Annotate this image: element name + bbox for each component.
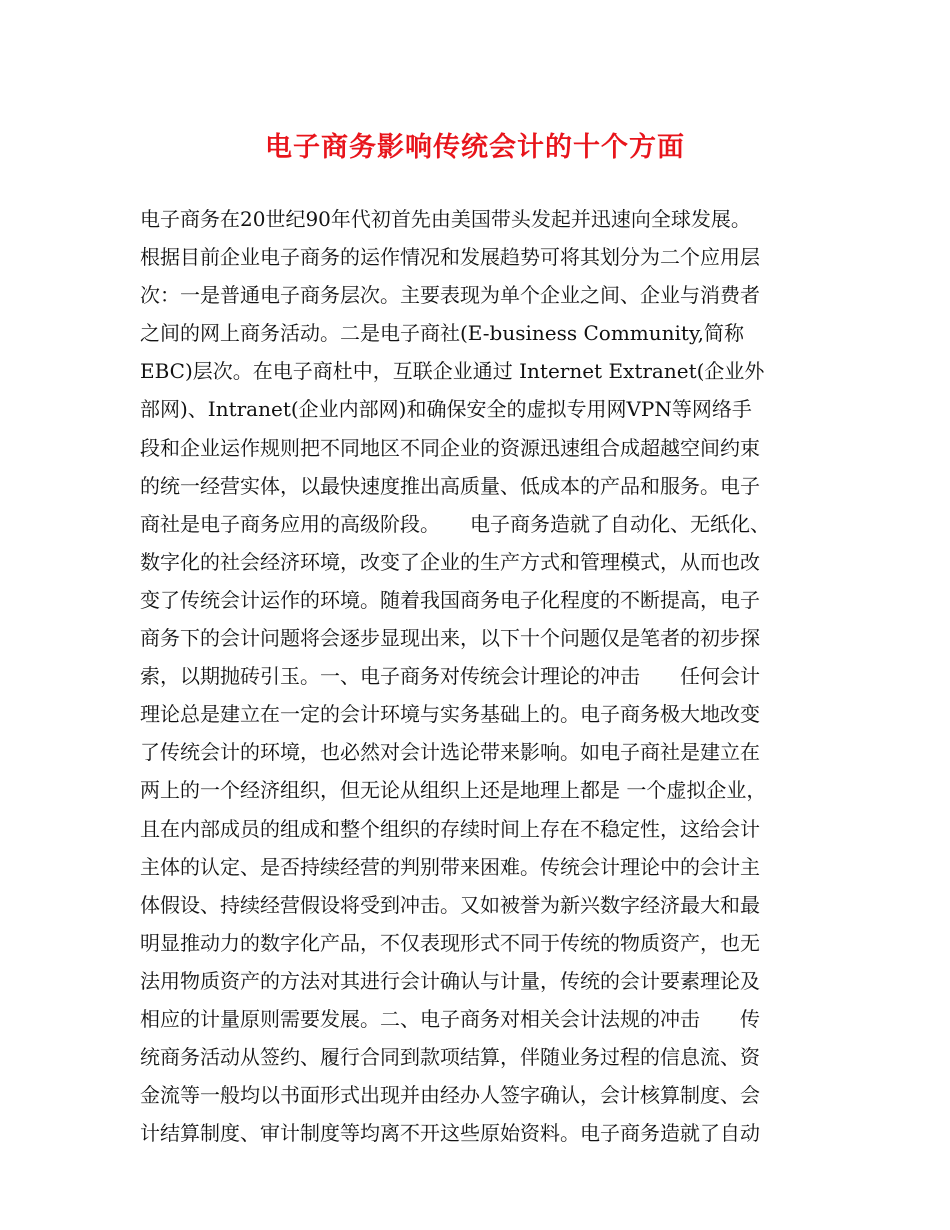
body-line: 统商务活动从签约、履行合同到款项结算，伴随业务过程的信息流、资 [140, 1045, 760, 1070]
document-title: 电子商务影响传统会计的十个方面 [265, 132, 685, 163]
body-line: 数字化的社会经济环境，改变了企业的生产方式和管理模式，从而也改 [140, 549, 760, 574]
body-line: 了传统会计的环境，也必然对会计选论带来影响。如电子商社是建立在 [140, 740, 760, 765]
body-line: 主体的认定、是否持续经营的判别带来困难。传统会计理论中的会计主 [140, 854, 760, 879]
body-line: 根据目前企业电子商务的运作情况和发展趋势可将其划分为二个应用层 [140, 245, 760, 270]
body-line: 之间的网上商务活动。二是电子商社(E-business Community,简称 [140, 321, 744, 346]
body-line: 理论总是建立在一定的会计环境与实务基础上的。电子商务极大地改变 [140, 702, 760, 727]
body-line: 的统一经营实体，以最快速度推出高质量、低成本的产品和服务。电子 [140, 473, 760, 498]
body-line: 次：一是普通电子商务层次。主要表现为单个企业之间、企业与消费者 [140, 283, 760, 308]
body-line: 法用物质资产的方法对其进行会计确认与计量，传统的会计要素理论及 [140, 968, 760, 993]
body-line: 且在内部成员的组成和整个组织的存续时间上存在不稳定性，这给会计 [140, 816, 760, 841]
document-body [140, 200, 830, 1152]
body-line: 商务下的会计问题将会逐步显现出来，以下十个问题仅是笔者的初步探 [140, 626, 760, 651]
body-line: EBC)层次。在电子商杜中，互联企业通过 Internet Extranet(企业外 [140, 359, 765, 384]
body-line: 变了传统会计运作的环境。随着我国商务电子化程度的不断提高，电子 [140, 587, 760, 612]
body-line: 部网)、Intranet(企业内部网)和确保安全的虚拟专用网VPN等网络手 [140, 397, 752, 422]
body-line: 段和企业运作规则把不同地区不同企业的资源迅速组合成超越空间约束 [140, 435, 760, 460]
body-line: 相应的计量原则需要发展。二、电子商务对相关会计法规的冲击 传 [140, 1006, 760, 1031]
body-line: 体假设、持续经营假设将受到冲击。又如被誉为新兴数字经济最大和最 [140, 892, 760, 917]
body-line: 电子商务在20世纪90年代初首先由美国带头发起并迅速向全球发展。 [140, 207, 751, 231]
body-line: 明显推动力的数字化产品，不仅表现形式不同于传统的物质资产，也无 [140, 930, 760, 955]
body-line: 索，以期抛砖引玉。一、电子商务对传统会计理论的冲击 任何会计 [140, 664, 760, 689]
body-line: 两上的一个经济组织，但无论从组织上还是地理上都是 一个虚拟企业， [140, 778, 767, 803]
body-line: 商社是电子商务应用的高级阶段。 电子商务造就了自动化、无纸化、 [140, 511, 770, 536]
body-line: 金流等一般均以书面形式出现并由经办人签字确认，会计核算制度、会 [140, 1083, 760, 1108]
body-line: 计结算制度、审计制度等均离不开这些原始资料。电子商务造就了自动 [140, 1121, 760, 1146]
